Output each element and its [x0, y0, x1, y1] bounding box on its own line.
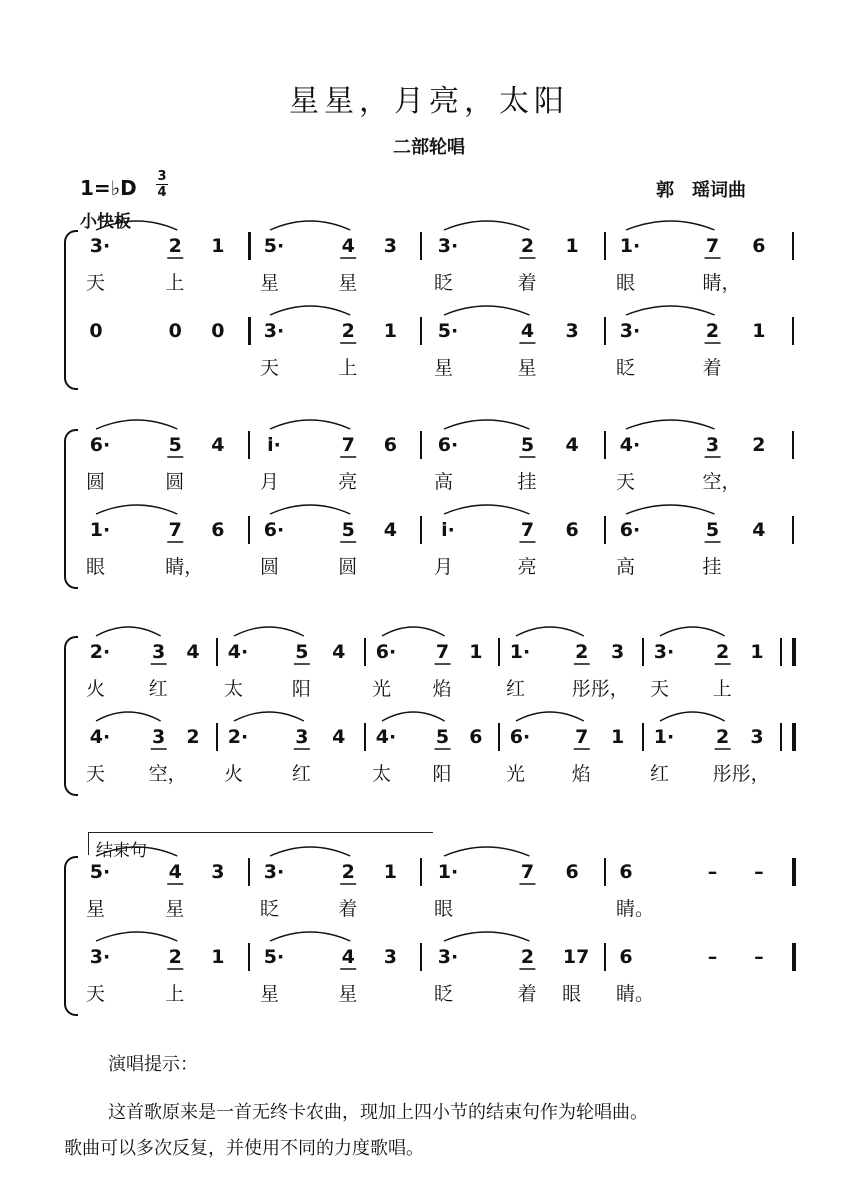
- note: 3·: [437, 235, 459, 257]
- lyric: 彤彤，: [571, 678, 629, 700]
- lyric: 上: [165, 983, 185, 1005]
- slur: [444, 505, 529, 514]
- lyric: 光: [506, 763, 526, 785]
- tips-line-1: 这首歌原来是一首无终卡农曲，现加上四小节的结束句作为轮唱曲。: [108, 1102, 648, 1123]
- note: –: [754, 861, 764, 883]
- lyric: 圆: [260, 556, 280, 578]
- note: –: [707, 946, 718, 968]
- lyric: 天: [86, 983, 106, 1005]
- slur: [96, 420, 177, 429]
- note: 7: [168, 519, 182, 541]
- note: 2: [705, 320, 720, 342]
- lyric: 着: [517, 272, 537, 294]
- note: 5·: [263, 946, 285, 968]
- note: 3: [750, 726, 764, 748]
- lyric: 着: [338, 898, 358, 920]
- note: 4: [520, 320, 535, 342]
- lyric: 上: [165, 272, 185, 294]
- note: 2·: [89, 641, 111, 663]
- lyric: 天: [86, 763, 106, 785]
- note: 7: [435, 641, 450, 663]
- note: 17: [562, 946, 590, 968]
- note: 5: [341, 519, 355, 541]
- slur: [270, 221, 350, 230]
- note: 4: [341, 946, 355, 968]
- note: 3: [211, 861, 225, 883]
- note: 2: [716, 641, 730, 663]
- note: 6: [469, 726, 483, 748]
- note: 3·: [263, 320, 285, 342]
- note: 1·: [619, 235, 641, 257]
- note: 3·: [89, 235, 111, 257]
- slur: [234, 712, 304, 721]
- lyric: 月: [260, 471, 280, 493]
- lyric: 眨: [434, 272, 454, 294]
- note: 0: [211, 320, 225, 342]
- composer-credit: 郭 瑶词曲: [656, 180, 746, 201]
- note: 2: [341, 320, 355, 342]
- lyric: 红: [650, 763, 670, 785]
- lyric: 挂: [702, 556, 722, 578]
- lyric: 圆: [86, 471, 106, 493]
- lyric: 阳: [291, 678, 311, 700]
- slur: [96, 847, 177, 856]
- lyric: 光: [372, 678, 392, 700]
- slur: [660, 627, 725, 636]
- note: i·: [267, 434, 281, 456]
- note: 5·: [263, 235, 285, 257]
- note: 1: [565, 235, 579, 257]
- note: 6·: [89, 434, 111, 456]
- lyric: 上: [338, 357, 358, 379]
- note: 3: [295, 726, 309, 748]
- slur: [626, 420, 715, 429]
- coda-label: 结束句: [96, 841, 147, 861]
- slur: [234, 627, 304, 636]
- note: 4·: [227, 641, 249, 663]
- note: 3·: [437, 946, 459, 968]
- slur: [444, 932, 529, 941]
- lyric: 星: [86, 898, 106, 920]
- note: 1·: [653, 726, 675, 748]
- note: 1: [383, 320, 397, 342]
- lyric: 天: [260, 357, 280, 379]
- lyric: 亮: [338, 471, 358, 493]
- slur: [382, 712, 445, 721]
- note: 6: [619, 946, 633, 968]
- note: 5: [705, 519, 720, 541]
- lyric: 星: [434, 357, 454, 379]
- note: 2: [168, 946, 182, 968]
- lyric: 上: [712, 678, 732, 700]
- lyric: 星: [517, 357, 537, 379]
- note: 4·: [619, 434, 641, 456]
- slur: [96, 932, 177, 941]
- lyric: 太: [224, 678, 244, 700]
- note: 1: [750, 641, 764, 663]
- lyric: 睛。: [616, 983, 655, 1005]
- slur: [270, 505, 350, 514]
- slur: [516, 712, 584, 721]
- lyric: 圆: [165, 471, 185, 493]
- note: 5: [168, 434, 182, 456]
- lyric: 眨: [260, 898, 280, 920]
- note: 2: [520, 946, 535, 968]
- lyric: 星: [165, 898, 185, 920]
- slur: [626, 221, 715, 230]
- note: –: [754, 946, 764, 968]
- lyric: 高: [616, 556, 636, 578]
- note: 3·: [263, 861, 285, 883]
- slur: [382, 627, 445, 636]
- slur: [96, 505, 177, 514]
- lyric: 天: [616, 471, 636, 493]
- note: 5: [435, 726, 450, 748]
- lyric: 挂: [517, 471, 537, 493]
- note: 2·: [227, 726, 249, 748]
- song-title: 星星，月亮，太阳: [289, 84, 569, 119]
- note: 2: [575, 641, 589, 663]
- lyric: 眼: [562, 983, 582, 1005]
- slur: [96, 221, 177, 230]
- lyric: 红: [506, 678, 526, 700]
- tips-heading: 演唱提示：: [108, 1054, 198, 1075]
- note: 0: [168, 320, 182, 342]
- lyric: 圆: [338, 556, 358, 578]
- note: 3: [152, 641, 166, 663]
- note: 6·: [437, 434, 459, 456]
- note: 2: [341, 861, 355, 883]
- note: 4: [211, 434, 225, 456]
- note: 3: [383, 946, 397, 968]
- lyric: 亮: [517, 556, 537, 578]
- lyric: 着: [702, 357, 722, 379]
- lyric: 月: [434, 556, 454, 578]
- lyric: 焰: [432, 678, 452, 700]
- tips-line-2: 歌曲可以多次反复，并使用不同的力度歌唱。: [64, 1138, 424, 1159]
- note: 7: [520, 861, 535, 883]
- note: 2: [186, 726, 200, 748]
- lyric: 焰: [571, 763, 591, 785]
- lyric: 红: [291, 763, 311, 785]
- lyric: 睛。: [616, 898, 655, 920]
- note: 4: [383, 519, 397, 541]
- lyric: 眨: [616, 357, 636, 379]
- lyric: 天: [650, 678, 670, 700]
- lyric: 眼: [434, 898, 454, 920]
- lyric: 阳: [432, 763, 452, 785]
- note: 7: [520, 519, 535, 541]
- note: 1: [611, 726, 625, 748]
- slur: [270, 420, 350, 429]
- note: 6·: [509, 726, 531, 748]
- note: 3: [705, 434, 720, 456]
- note: –: [707, 861, 718, 883]
- note: 4·: [375, 726, 397, 748]
- note: 1: [211, 946, 225, 968]
- lyric: 彤彤，: [712, 763, 770, 785]
- lyric: 眼: [616, 272, 636, 294]
- note: 0: [89, 320, 103, 342]
- note: 4: [341, 235, 355, 257]
- note: 7: [341, 434, 355, 456]
- note: 5: [295, 641, 309, 663]
- note: 6: [565, 861, 579, 883]
- lyric: 星: [338, 272, 358, 294]
- lyric: 空，: [702, 471, 741, 493]
- note: 4: [168, 861, 182, 883]
- note: 1: [469, 641, 483, 663]
- lyric: 星: [260, 983, 280, 1005]
- note: 1·: [437, 861, 459, 883]
- note: 6: [565, 519, 579, 541]
- note: 3·: [89, 946, 111, 968]
- note: 1·: [509, 641, 531, 663]
- lyric: 红: [148, 678, 168, 700]
- note: 3·: [653, 641, 675, 663]
- note: 1: [211, 235, 225, 257]
- note: 6: [383, 434, 397, 456]
- slur: [444, 420, 529, 429]
- slur: [96, 712, 161, 721]
- note: 2: [520, 235, 535, 257]
- slur: [660, 712, 725, 721]
- note: 1: [752, 320, 766, 342]
- note: 7: [705, 235, 720, 257]
- note: 5·: [89, 861, 111, 883]
- song-subtitle: 二部轮唱: [393, 137, 465, 158]
- slur: [444, 221, 529, 230]
- note: 2: [716, 726, 730, 748]
- note: 4·: [89, 726, 111, 748]
- lyric: 眨: [434, 983, 454, 1005]
- note: 6: [752, 235, 766, 257]
- note: 6: [211, 519, 225, 541]
- note: 6·: [263, 519, 285, 541]
- time-signature-bottom: 4: [157, 185, 167, 200]
- slur: [270, 306, 350, 315]
- note: 3: [611, 641, 625, 663]
- note: 3·: [619, 320, 641, 342]
- lyric: 睛，: [702, 272, 741, 294]
- note: 2: [752, 434, 766, 456]
- time-signature-top: 3: [157, 169, 167, 184]
- lyric: 高: [434, 471, 454, 493]
- tempo-marking: 小快板: [80, 212, 131, 232]
- slur: [626, 505, 715, 514]
- note: 6: [619, 861, 633, 883]
- slur: [516, 627, 584, 636]
- slur: [270, 847, 350, 856]
- slur: [444, 847, 529, 856]
- note: 2: [168, 235, 182, 257]
- note: 5·: [437, 320, 459, 342]
- lyric: 太: [372, 763, 392, 785]
- lyric: 眼: [86, 556, 106, 578]
- note: 3: [383, 235, 397, 257]
- lyric: 火: [86, 678, 106, 700]
- note: 3: [152, 726, 166, 748]
- key-signature: 1=♭D: [80, 176, 137, 200]
- slur: [270, 932, 350, 941]
- note: 6·: [375, 641, 397, 663]
- note: 4: [565, 434, 579, 456]
- note: 4: [332, 641, 346, 663]
- note: 3: [565, 320, 579, 342]
- slur: [444, 306, 529, 315]
- note: 1·: [89, 519, 111, 541]
- note: 4: [186, 641, 200, 663]
- note: 7: [575, 726, 589, 748]
- note: 5: [520, 434, 535, 456]
- note: 1: [383, 861, 397, 883]
- lyric: 天: [86, 272, 106, 294]
- lyric: 火: [224, 763, 244, 785]
- lyric: 星: [260, 272, 280, 294]
- note: 4: [332, 726, 346, 748]
- lyric: 睛，: [165, 556, 204, 578]
- lyric: 星: [338, 983, 358, 1005]
- note: i·: [441, 519, 455, 541]
- lyric: 着: [517, 983, 537, 1005]
- slur: [96, 627, 161, 636]
- slur: [626, 306, 715, 315]
- note: 6·: [619, 519, 641, 541]
- note: 4: [752, 519, 766, 541]
- lyric: 空，: [148, 763, 187, 785]
